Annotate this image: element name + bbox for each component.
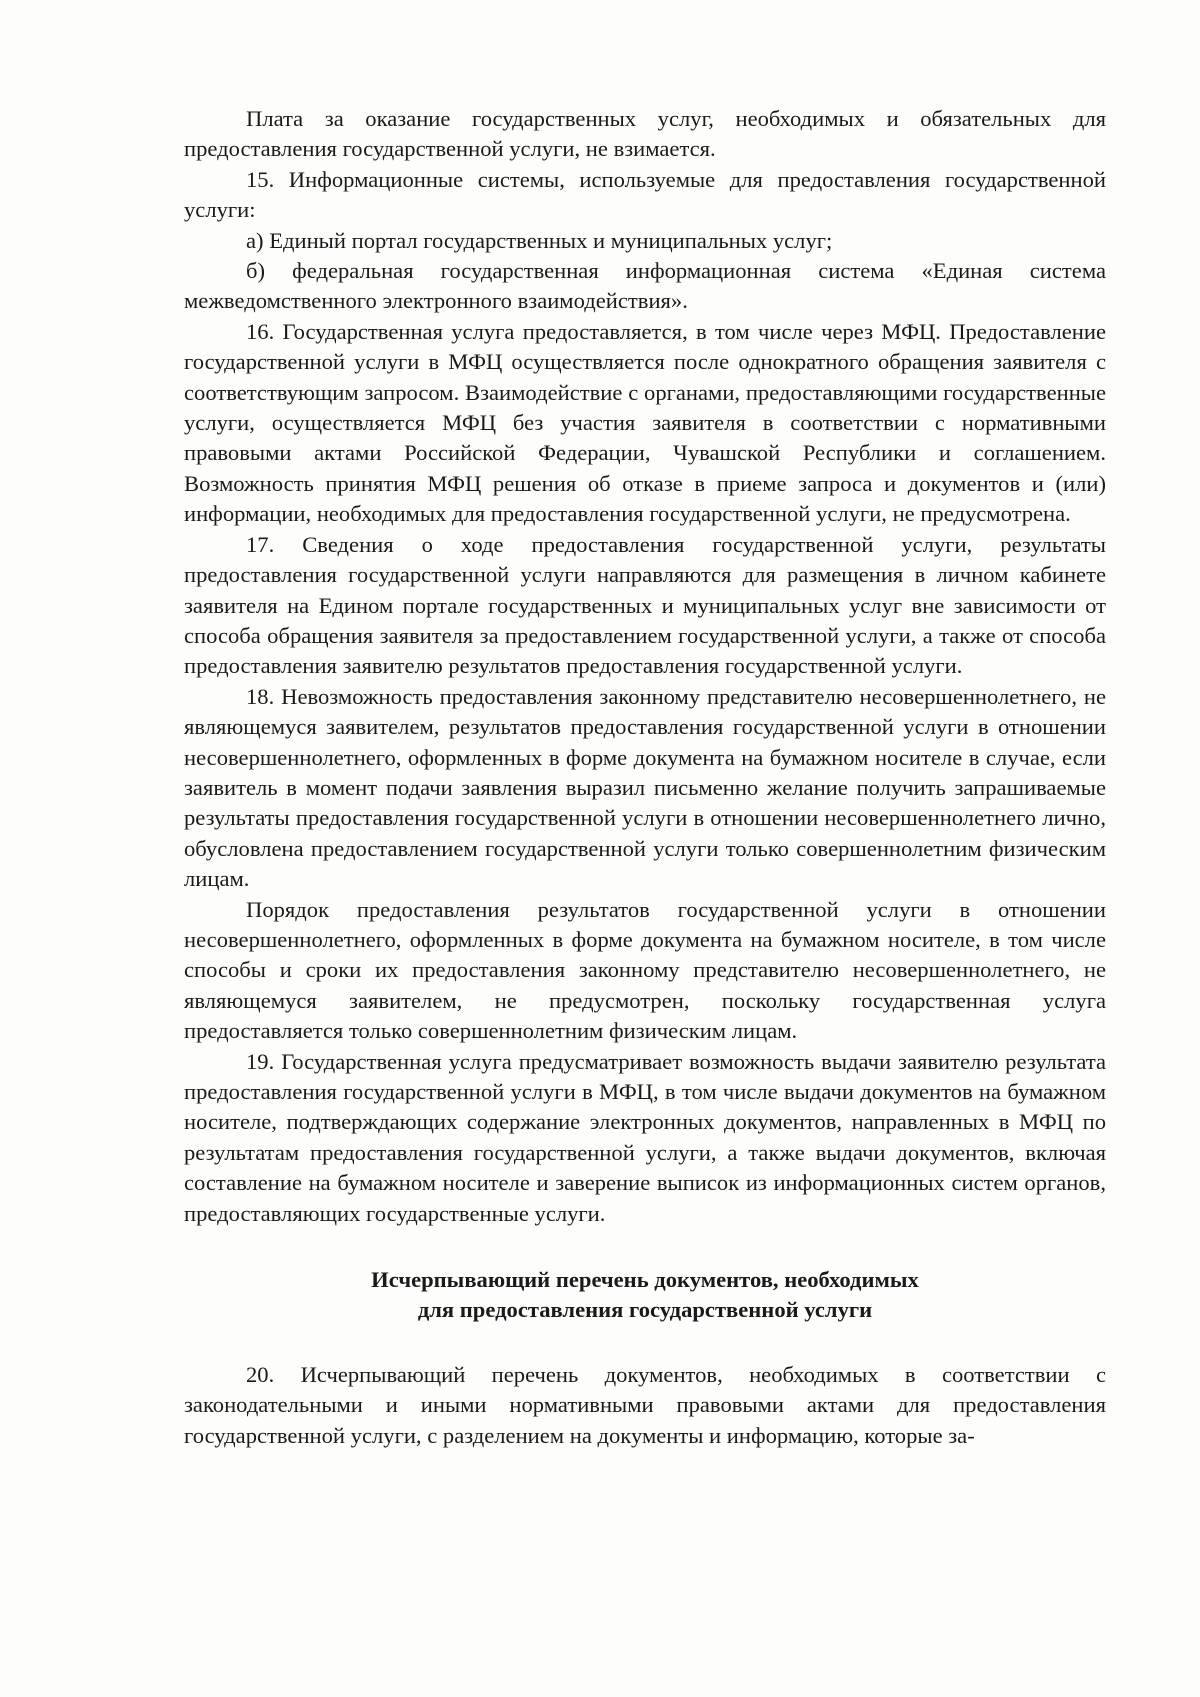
paragraph-15: 15. Информационные системы, используемые для предоставления государственной услуги:	[184, 166, 1106, 223]
section-heading-line-1: Исчерпывающий перечень документов, необходимых	[371, 1267, 919, 1293]
document-body	[184, 104, 1106, 1451]
paragraph-19: 19. Государственная услуга предусматривает возможность выдачи заявителю результата предоставления государственной услуги в МФЦ, в том числе выдачи документов на бумажном носителе, подтверждающих содержание электронных документов, направленных в МФЦ по результатам предоставления государственной услуги, а также выдачи документов, включая составление на бумажном носителе и заверение выписок из информационных систем органов, предоставляющих государственные услуги.	[184, 1048, 1106, 1226]
paragraph-15b: б) федеральная государственная информационная система «Единая система межведомственного электронного взаимодействия».	[184, 258, 1106, 314]
paragraph-fee: Плата за оказание государственных услуг, необходимых и обязательных для предоставления государственной услуги, не взимается.	[184, 106, 1106, 162]
paragraph-15a: а) Единый портал государственных и муниципальных услуг;	[246, 227, 833, 253]
paragraph-18-procedure: Порядок предоставления результатов государственной услуги в отношении несовершеннолетнего, оформленных в форме документа на бумажном носителе, в том числе способы и сроки их предоставления законному представителю несовершеннолетнего, не являющемуся заявителем, не предусмотрен, поскольку государственная услуга предоставляется только совершеннолетним физическим лицам.	[184, 896, 1106, 1044]
paragraph-16: 16. Государственная услуга предоставляется, в том числе через МФЦ. Предоставление государственной услуги в МФЦ осуществляется после однократного обращения заявителя с соответствующим запросом. Взаимодействие с органами, предоставляющими государственные услуги, осуществляется МФЦ без участия заявителя в соответствии с нормативными правовыми актами Российской Федерации, Чувашской Республики и соглашением. Возможность принятия МФЦ решения об отказе в приеме запроса и документов и (или) информации, необходимых для предоставления государственной услуги, не предусмотрена.	[184, 318, 1106, 527]
paragraph-17: 17. Сведения о ходе предоставления государственной услуги, результаты предоставления государственной услуги направляются для размещения в личном кабинете заявителя на Едином портале государственных и муниципальных услуг вне зависимости от способа обращения заявителя за предоставлением государственной услуги, а также от способа предоставления заявителю результатов предоставления государственной услуги.	[184, 531, 1106, 679]
section-heading	[184, 1265, 1106, 1326]
section-heading-line-2: для предоставления государственной услуги	[417, 1297, 873, 1323]
paragraph-20: 20. Исчерпывающий перечень документов, необходимых в соответствии с законодательными и иными нормативными правовыми актами для предоставления государственной услуги, с разделением на документы и информацию, которые за-	[184, 1361, 1106, 1448]
paragraph-18: 18. Невозможность предоставления законному представителю несовершеннолетнего, не являющемуся заявителем, результатов предоставления государственной услуги в отношении несовершеннолетнего, оформленных в форме документа на бумажном носителе в случае, если заявитель в момент подачи заявления выразил письменно желание получить запрашиваемые результаты предоставления государственной услуги в отношении несовершеннолетнего лично, обусловлена предоставлением государственной услуги только совершеннолетним физическим лицам.	[184, 683, 1106, 892]
